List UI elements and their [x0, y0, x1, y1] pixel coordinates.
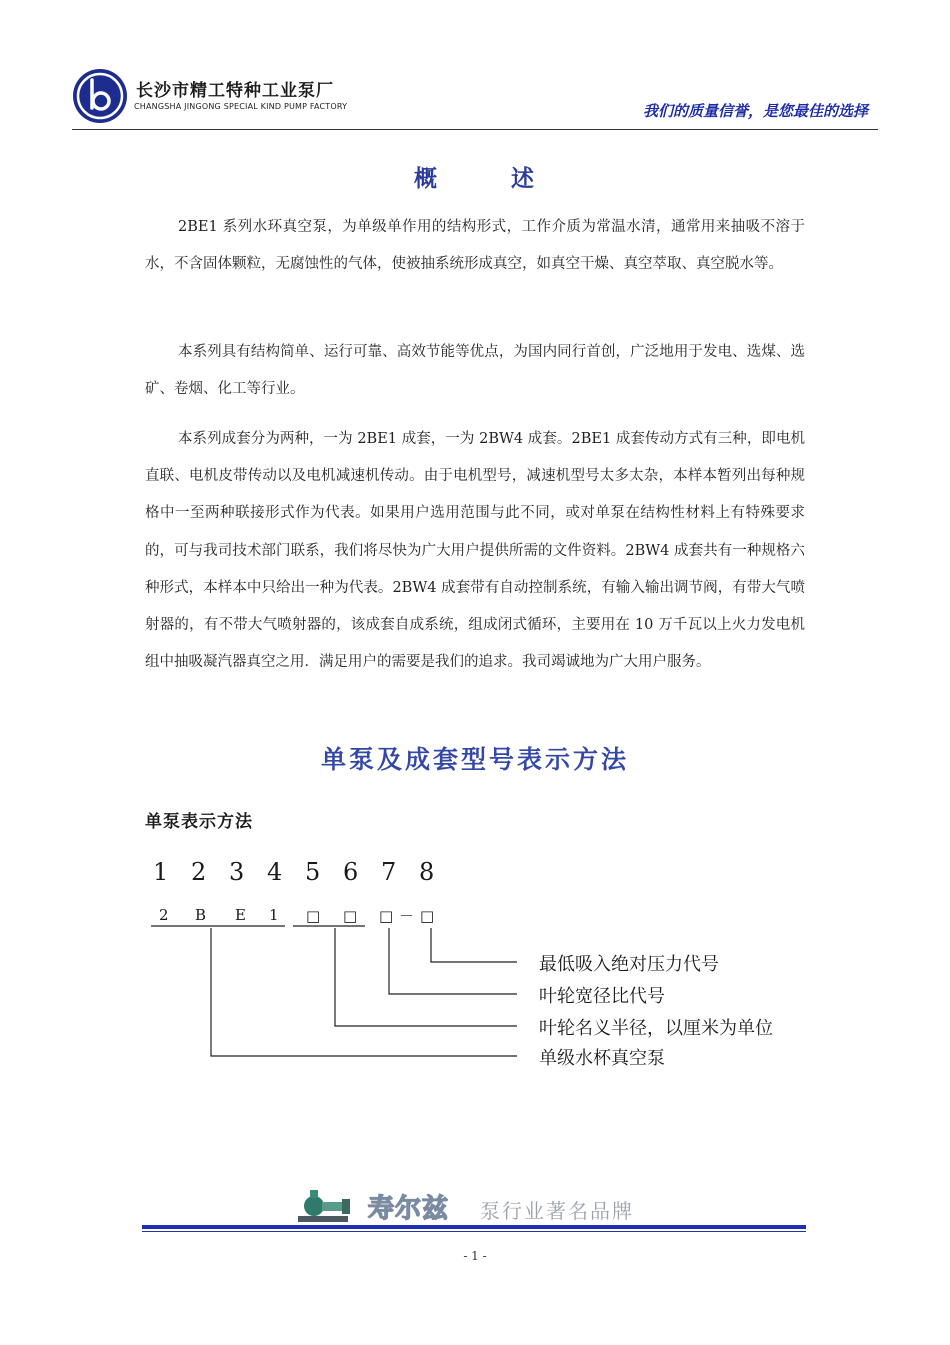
code-box-7: □ [379, 907, 394, 925]
overview-title-part2: 述 [511, 166, 536, 192]
page-number: - 1 - [463, 1249, 487, 1263]
code-dash: － [399, 907, 415, 925]
models-section-title: 单泵及成套型号表示方法 [320, 745, 629, 774]
header-slogan: 我们的质量信誉，是您最佳的选择 [642, 102, 868, 120]
code-box-5: □ [306, 907, 321, 925]
footer-divider-thin [142, 1231, 806, 1232]
overview-title-part1: 概 [414, 166, 439, 192]
code-char-1: 2 [159, 906, 169, 924]
digit-4: 4 [267, 858, 283, 886]
digit-7: 7 [381, 858, 397, 886]
leader-line-pump-type [211, 928, 517, 1056]
code-char-2: B [195, 906, 207, 924]
company-name-cn: 长沙市精工特种工业泵厂 [136, 81, 334, 101]
digit-8: 8 [419, 858, 435, 886]
label-pump-type: 单级水杯真空泵 [539, 1048, 665, 1069]
code-char-3: E [235, 906, 246, 924]
code-char-4: 1 [269, 906, 279, 924]
digit-2: 2 [191, 858, 207, 886]
overview-paragraph-3: 本系列成套分为两种，一为 2BE1 成套，一为 2BW4 成套。2BE1 成套传动方式有三种，即电机直联、电机皮带传动以及电机减速机传动。由于电机型号，减速机型号太多太杂，本样本暂列出每种规格中一至两种联接形式作为代表。如果用户选用范围与此不同，或对单泵在结构性材料上有特殊要求的，可与我司技术部门联系，我们将尽快为广大用户提供所需的文件资料。2BW4 成套共有一种规格六种形式，本样本中只给出一种为代表。2BW4 成套带有自动控制系统，有输入输出调节阀，有带大气喷射器的，有不带大气喷射器的，该成套自成系统，组成闭式循环，主要用在 10 万千瓦以上火力发电机组中抽吸凝汽器真空之用．满足用户的需要是我们的追求。我司竭诚地为广大用户服务。 [145, 431, 805, 671]
header-divider [72, 129, 878, 130]
footer-divider-thick [142, 1225, 806, 1229]
overview-title [0, 160, 950, 193]
brand-tagline: 泵行业著名品牌 [480, 1199, 634, 1223]
company-logo [72, 68, 128, 124]
brand-name: 寿尔兹 [368, 1194, 450, 1224]
overview-paragraph-2: 本系列具有结构简单、运行可靠、高效节能等优点，为国内同行首创，广泛地用于发电、选煤、选矿、卷烟、化工等行业。 [145, 344, 805, 398]
leader-line-radius [335, 928, 517, 1026]
digit-6: 6 [343, 858, 359, 886]
model-code-diagram [145, 848, 815, 1088]
digit-1: 1 [153, 858, 169, 886]
single-pump-subtitle: 单泵表示方法 [145, 812, 253, 832]
label-nominal-radius: 叶轮名义半径，以厘米为单位 [539, 1018, 773, 1039]
code-box-8: □ [420, 907, 435, 925]
overview-paragraph-1: 2BE1 系列水环真空泵，为单级单作用的结构形式，工作介质为常温水清，通常用来抽吸不溶于水，不含固体颗粒，无腐蚀性的气体，使被抽系统形成真空，如真空干燥、真空萃取、真空脱水等。 [145, 219, 805, 273]
label-pressure-code: 最低吸入绝对压力代号 [539, 954, 719, 975]
leader-line-width-ratio [389, 928, 517, 994]
digit-3: 3 [229, 858, 245, 886]
label-width-ratio-code: 叶轮宽径比代号 [539, 986, 665, 1007]
company-name-en: CHANGSHA JINGONG SPECIAL KIND PUMP FACTORY [134, 102, 348, 111]
pump-icon [296, 1186, 354, 1226]
digit-5: 5 [305, 858, 321, 886]
code-box-6: □ [343, 907, 358, 925]
leader-line-pressure [431, 928, 517, 962]
